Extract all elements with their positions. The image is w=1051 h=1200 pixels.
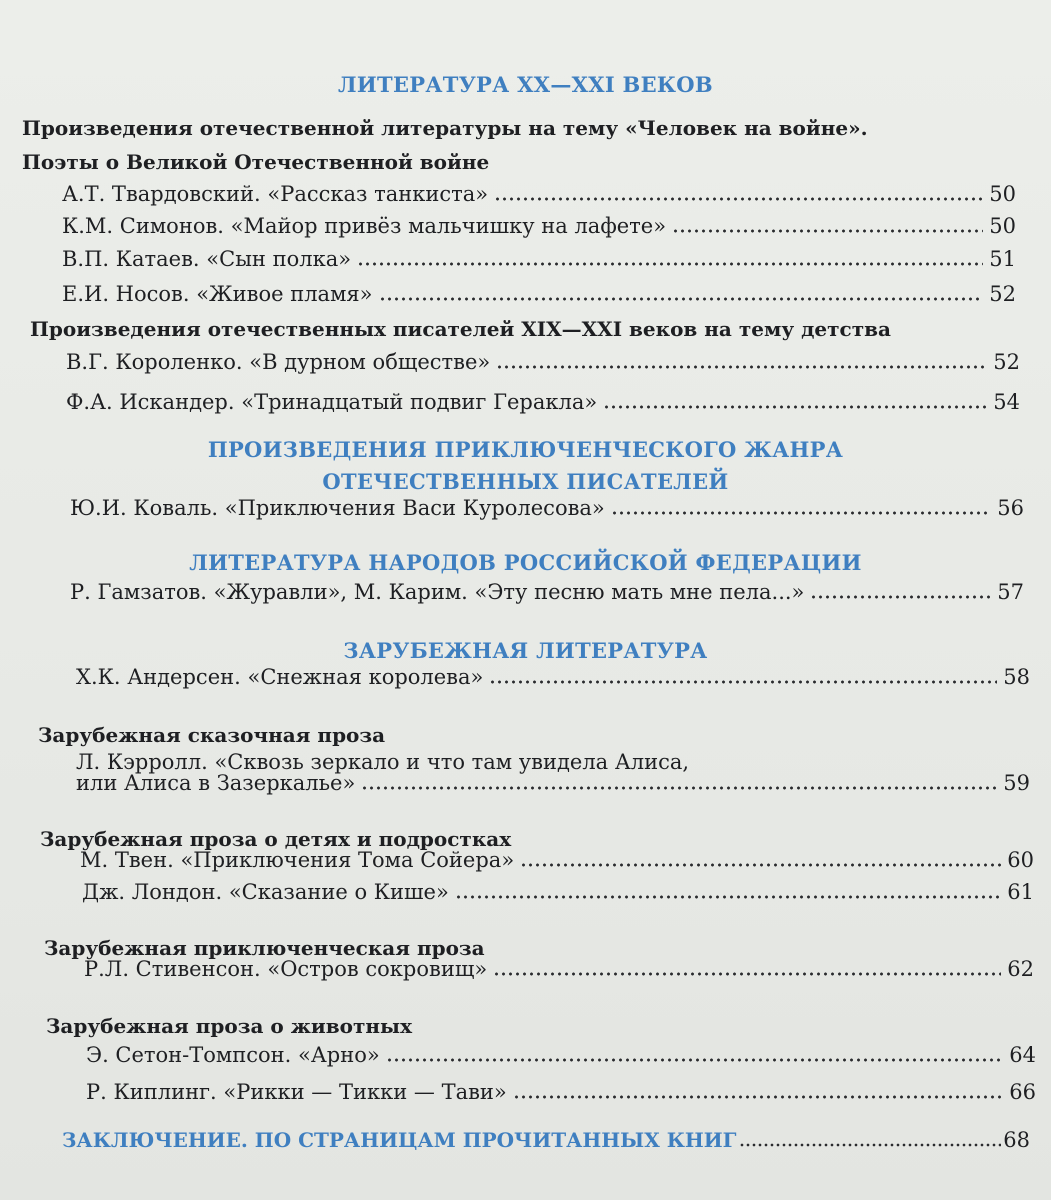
section-title-adventure-line2: ОТЕЧЕСТВЕННЫХ ПИСАТЕЛЕЙ: [322, 469, 729, 494]
entry-title: Р.Л. Стивенсон. «Остров сокровищ»: [84, 957, 488, 981]
entry-page: 66: [1009, 1080, 1036, 1104]
toc-entry[interactable]: [70, 580, 1024, 604]
toc-entry[interactable]: [66, 390, 1020, 414]
dot-leader: [455, 894, 1001, 900]
toc-entry[interactable]: [86, 1043, 1036, 1067]
dot-leader: [386, 1057, 1004, 1063]
entry-title: Р. Гамзатов. «Журавли», М. Карим. «Эту песню мать мне пела...»: [70, 580, 805, 604]
entry-title: Ю.И. Коваль. «Приключения Васи Куролесова»: [70, 496, 605, 520]
entry-title: Е.И. Носов. «Живое пламя»: [62, 282, 373, 306]
entry-page: 68: [1003, 1128, 1030, 1152]
entry-title: Э. Сетон-Томпсон. «Арно»: [86, 1043, 380, 1067]
toc-entry[interactable]: [62, 247, 1016, 271]
dot-leader: [361, 785, 997, 791]
entry-title: Р. Киплинг. «Рикки — Тикки — Тави»: [86, 1080, 507, 1104]
toc-entry[interactable]: [76, 771, 1030, 795]
heading-foreign-adventure-prose: Зарубежная приключенческая проза: [44, 936, 485, 960]
entry-page: 54: [993, 390, 1020, 414]
entry-page: 59: [1003, 771, 1030, 795]
toc-entry-conclusion[interactable]: [62, 1128, 1030, 1152]
entry-page: 52: [993, 350, 1020, 374]
toc-entry[interactable]: [62, 182, 1016, 206]
section-title-peoples-literature: ЛИТЕРАТУРА НАРОДОВ РОССИЙСКОЙ ФЕДЕРАЦИИ: [189, 550, 862, 575]
dot-leader: [513, 1094, 1003, 1100]
entry-page: 64: [1009, 1043, 1036, 1067]
entry-page: 51: [989, 247, 1016, 271]
dot-leader: [603, 404, 987, 410]
section-title-conclusion: ЗАКЛЮЧЕНИЕ. ПО СТРАНИЦАМ ПРОЧИТАННЫХ КНИГ: [62, 1128, 737, 1152]
entry-title: Ф.А. Искандер. «Тринадцатый подвиг Геракла»: [66, 390, 598, 414]
entry-title: В.П. Катаев. «Сын полка»: [62, 247, 352, 271]
dot-leader: [611, 510, 991, 516]
section-title-foreign-literature: ЗАРУБЕЖНАЯ ЛИТЕРАТУРА: [343, 638, 708, 663]
entry-title: В.Г. Короленко. «В дурном обществе»: [66, 350, 491, 374]
section-title-adventure: ПРОИЗВЕДЕНИЯ ПРИКЛЮЧЕНЧЕСКОГО ЖАНРА: [207, 437, 844, 462]
toc-entry[interactable]: [80, 848, 1034, 872]
entry-title: А.Т. Твардовский. «Рассказ танкиста»: [62, 182, 489, 206]
toc-entry[interactable]: [62, 214, 1016, 238]
toc-entry[interactable]: [84, 957, 1034, 981]
dot-leader: [739, 1142, 1002, 1148]
entry-page: 57: [997, 580, 1024, 604]
entry-page: 60: [1007, 848, 1034, 872]
heading-war-poets: Поэты о Великой Отечественной войне: [22, 150, 490, 174]
toc-entry[interactable]: [70, 496, 1024, 520]
dot-leader: [489, 679, 997, 685]
dot-leader: [379, 296, 984, 302]
toc-entry[interactable]: [82, 880, 1034, 904]
section-title-20-21-century: ЛИТЕРАТУРА XX—XXI ВЕКОВ: [338, 72, 713, 97]
heading-war-theme: Произведения отечественной литературы на тему «Человек на войне».: [22, 116, 868, 140]
dot-leader: [810, 594, 991, 600]
entry-page: 56: [997, 496, 1024, 520]
entry-page: 50: [989, 182, 1016, 206]
entry-title: или Алиса в Зазеркалье»: [76, 771, 356, 795]
heading-childhood-theme: Произведения отечественных писателей XIX—XXI веков на тему детства: [30, 317, 891, 341]
entry-page: 62: [1007, 957, 1034, 981]
entry-page: 61: [1007, 880, 1034, 904]
toc-entry[interactable]: [62, 282, 1016, 306]
dot-leader: [494, 196, 983, 202]
toc-entry[interactable]: [86, 1080, 1036, 1104]
dot-leader: [520, 862, 1001, 868]
heading-foreign-youth-prose: Зарубежная проза о детях и подростках: [40, 827, 512, 851]
dot-leader: [357, 261, 983, 267]
entry-title: Дж. Лондон. «Сказание о Кише»: [82, 880, 449, 904]
heading-foreign-animal-prose: Зарубежная проза о животных: [46, 1014, 412, 1038]
heading-foreign-fairy-prose: Зарубежная сказочная проза: [38, 723, 386, 747]
entry-page: 52: [989, 282, 1016, 306]
dot-leader: [493, 971, 1001, 977]
entry-page: 50: [989, 214, 1016, 238]
toc-entry[interactable]: [76, 665, 1030, 689]
entry-title: Х.К. Андерсен. «Снежная королева»: [76, 665, 484, 689]
toc-entry[interactable]: [66, 350, 1020, 374]
entry-title: К.М. Симонов. «Майор привёз мальчишку на лафете»: [62, 214, 667, 238]
entry-title: М. Твен. «Приключения Тома Сойера»: [80, 848, 515, 872]
dot-leader: [672, 228, 983, 234]
entry-title-line1[interactable]: Л. Кэрролл. «Сквозь зеркало и что там увидела Алиса,: [76, 750, 690, 774]
dot-leader: [496, 364, 987, 370]
entry-page: 58: [1003, 665, 1030, 689]
